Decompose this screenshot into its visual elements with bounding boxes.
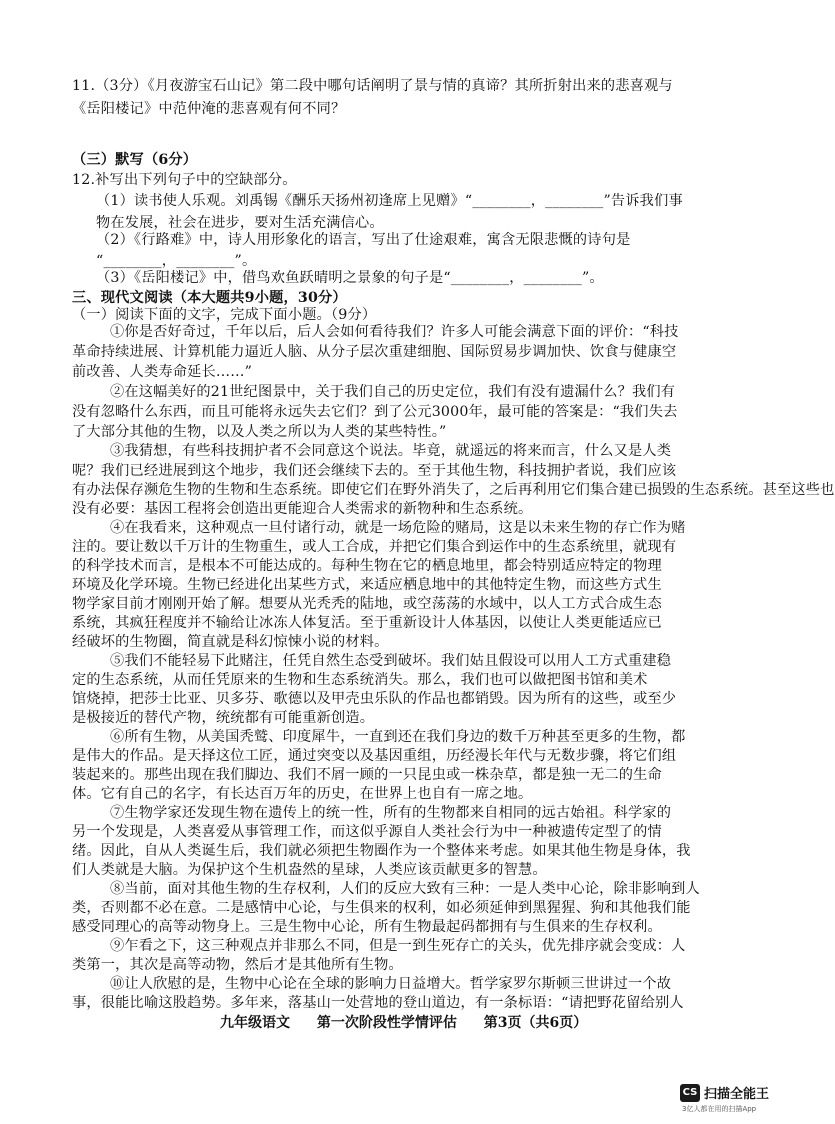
passage-p4-l2: 注的。要让数以千万计的生物重生，或人工合成，并把它们集合到运作中的生态系统里，就现有 bbox=[72, 539, 677, 555]
passage-p2-l2: 没有忽略什么东西，而且可能将永远失去它们？到了公元3000年，最可能的答案是：“我们失去 bbox=[72, 404, 678, 420]
q12-item2-line1: （2）《行路难》中，诗人用形象化的语言，写出了仕途艰难，寓含无限悲慨的诗句是 bbox=[96, 232, 631, 248]
passage-p3-l4: 没有必要：基因工程将会创造出更能迎合人类需求的新物种和生态系统。 bbox=[72, 501, 533, 517]
passage-p10-l2: 事，很能比喻这股趋势。多年来，落基山一处营地的登山道边，有一条标语：“请把野花留给别人 bbox=[72, 995, 684, 1011]
passage-p9-l1: ⑨乍看之下，这三种观点并非那么不同，但是一到生死存亡的关头，优先排序就会变成：人 bbox=[110, 938, 686, 954]
footer-page-number: 第3页（共6页） bbox=[483, 1015, 588, 1031]
passage-p3-l1: ③我猜想，有些科技拥护者不会同意这个说法。毕竟，就遥远的将来而言，什么又是人类 bbox=[110, 443, 672, 459]
passage-p9-l2: 类第一，其次是高等动物，然后才是其他所有生物。 bbox=[72, 957, 403, 973]
passage-p2-l3: 了大部分其他的生物，以及人类之所以为人类的某些特性。” bbox=[72, 424, 447, 440]
passage-p5-l2: 定的生态系统，从而任凭原来的生物和生态系统消失。那么，我们也可以做把图书馆和美术 bbox=[72, 672, 648, 688]
passage-p6-l2: 是伟大的作品。是天择这位工匠，通过突变以及基因重组，历经漫长年代与无数步骤，将它们组 bbox=[72, 748, 677, 764]
passage-p1-l1: ①你是否好奇过，千年以后，后人会如何看待我们？许多人可能会满意下面的评价：“科技 bbox=[110, 324, 679, 340]
page-footer bbox=[220, 1012, 620, 1032]
scanner-watermark bbox=[680, 1082, 790, 1116]
footer-grade: 九年级语文 bbox=[220, 1015, 290, 1031]
passage-p6-l3: 装起来的。那些出现在我们脚边、我们不屑一顾的一只昆虫或一株杂草，都是独一无二的生命 bbox=[72, 767, 662, 783]
scanner-tagline: 3亿人都在用的扫描App bbox=[682, 1105, 757, 1113]
passage-p4-l4: 环境及化学环境。生物已经进化出某些方式，来适应栖息地中的其他特定生物，而这些方式生 bbox=[72, 577, 662, 593]
footer-assessment: 第一次阶段性学情评估 bbox=[316, 1015, 457, 1031]
q12-item2-line2: “________，________”。 bbox=[96, 253, 257, 269]
passage-p5-l1: ⑤我们不能轻易下此赌注，任凭自然生态受到破坏。我们姑且假设可以用人工方式重建稳 bbox=[110, 653, 672, 669]
passage-p8-l3: 感受同理心的高等动物身上。三是生物中心论，所有生物最起码都拥有与生俱来的生存权利。 bbox=[72, 919, 662, 935]
passage-p7-l1: ⑦生物学家还发现生物在遗传上的统一性，所有的生物都来自相同的远古始祖。科学家的 bbox=[110, 805, 672, 821]
passage-p4-l7: 经破坏的生物圈，简直就是科幻惊悚小说的材料。 bbox=[72, 634, 389, 650]
q12-item1-line2: 物在发展，社会在进步，要对生活充满信心。 bbox=[96, 215, 384, 231]
passage-p4-l3: 的科学技术而言，是根本不可能达成的。每种生物在它的栖息地里，都会特别适应特定的物理 bbox=[72, 558, 662, 574]
passage-p8-l1: ⑧当前，面对其他生物的生存权利，人们的反应大致有三种：一是人类中心论，除非影响到人 bbox=[110, 881, 700, 897]
scanner-app-name: 扫描全能王 bbox=[704, 1087, 770, 1102]
part3-sub1: （一）阅读下面的文字，完成下面小题。（9分） bbox=[72, 307, 377, 323]
passage-p5-l3: 馆烧掉，把莎士比亚、贝多芬、歌德以及甲壳虫乐队的作品也都销毁。因为所有的这些，或至少 bbox=[72, 691, 677, 707]
passage-p7-l3: 绪。因此，自从人类诞生后，我们就必须把生物圈作为一个整体来考虑。如果其他生物是身体，我 bbox=[72, 843, 691, 859]
passage-p7-l4: 们人类就是大脑。为保护这个生机盎然的星球，人类应该贡献更多的智慧。 bbox=[72, 862, 547, 878]
passage-p1-l3: 前改善、人类寿命延长……” bbox=[72, 364, 253, 380]
part3-title: 三、现代文阅读（本大题共9小题，30分） bbox=[72, 290, 347, 306]
passage-p6-l1: ⑥所有生物，从美国秃鹫、印度犀牛，一直到还在我们身边的数千万种甚至更多的生物，都 bbox=[110, 729, 686, 745]
passage-p3-l3: 有办法保存濒危生物的生物和生态系统。即使它们在野外消失了，之后再利用它们集合建已损毁的生态系统。甚至这些也 bbox=[72, 482, 835, 498]
q11-line-2: 《岳阳楼记》中范仲淹的悲喜观有何不同？ bbox=[72, 101, 346, 117]
passage-p6-l4: 体。它有自己的名字，有长达百万年的历史，在世界上也自有一席之地。 bbox=[72, 786, 533, 802]
passage-p2-l1: ②在这幅美好的21世纪图景中，关于我们自己的历史定位，我们有没有遗漏什么？我们有 bbox=[110, 384, 676, 400]
passage-p4-l5: 物学家目前才刚刚开始了解。想要从光秃秃的陆地，或空荡荡的水域中，以人工方式合成生态 bbox=[72, 596, 662, 612]
q12-prompt: 12.补写出下列句子中的空缺部分。 bbox=[72, 172, 297, 188]
q12-item1-line1: （1）读书使人乐观。刘禹锡《酬乐天扬州初逢席上见赠》“________，________”告诉我们事 bbox=[96, 193, 683, 209]
section-dictation-title: （三）默写（6分） bbox=[72, 152, 198, 168]
passage-p1-l2: 革命持续进展、计算机能力逼近人脑、从分子层次重建细胞、国际贸易步调加快、饮食与健康空 bbox=[72, 344, 677, 360]
passage-p10-l1: ⑩让人欣慰的是，生物中心论在全球的影响力日益增大。哲学家罗尔斯顿三世讲过一个故 bbox=[110, 976, 672, 992]
passage-p3-l2: 呢？我们已经进展到这个地步，我们还会继续下去的。至于其他生物，科技拥护者说，我们应该 bbox=[72, 463, 677, 479]
passage-p4-l1: ④在我看来，这种观点一旦付诸行动，就是一场危险的赌局，这是以未来生物的存亡作为赌 bbox=[110, 520, 686, 536]
q12-item3: （3）《岳阳楼记》中，借鸟欢鱼跃晴明之景象的句子是“________，________”。 bbox=[96, 270, 604, 286]
passage-p5-l4: 是极接近的替代产物，统统都有可能重新创造。 bbox=[72, 710, 375, 726]
passage-p8-l2: 类，否则都不必在意。二是感情中心论，与生俱来的权利，如必须延伸到黑猩猩、狗和其他我们能 bbox=[72, 900, 691, 916]
passage-p7-l2: 另一个发现是，人类喜爱从事管理工作，而这似乎源自人类社会行为中一种被遗传定型了的情 bbox=[72, 824, 662, 840]
passage-p4-l6: 系统，其疯狂程度并不输给让冰冻人体复活。至于重新设计人体基因，以使让人类更能适应已 bbox=[72, 615, 662, 631]
scanner-logo-icon: CS bbox=[680, 1084, 700, 1102]
q11-line-1: 11.（3分）《月夜游宝石山记》第二段中哪句话阐明了景与情的真谛？其所折射出来的悲喜观与 bbox=[72, 78, 673, 94]
